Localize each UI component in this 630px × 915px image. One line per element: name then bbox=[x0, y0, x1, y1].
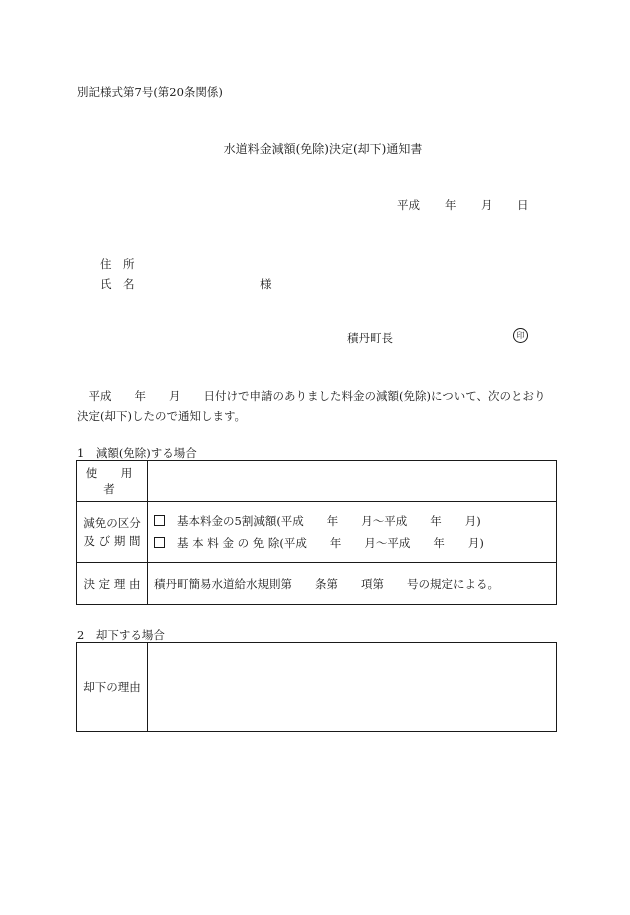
checkbox-full-exemption[interactable] bbox=[154, 537, 165, 548]
option-half-reduction[interactable] bbox=[154, 510, 550, 532]
name-row bbox=[100, 276, 272, 292]
rejection-reason-label: 却下の理由 bbox=[77, 643, 148, 732]
issuer-title: 積丹町長 bbox=[347, 331, 393, 345]
rejection-row bbox=[77, 643, 557, 732]
user-label bbox=[77, 461, 156, 502]
section1-heading: 1 減額(免除)する場合 bbox=[77, 446, 197, 460]
seal-stamp: 印 bbox=[513, 328, 528, 343]
date-year: 年 bbox=[445, 198, 457, 212]
category-label-line1: 減免の区分 bbox=[83, 516, 141, 530]
document-title: 水道料金減額(免除)決定(却下)通知書 bbox=[223, 142, 423, 156]
notice-body: 平成 年 月 日付けで申請のありました料金の減額(免除)について、次のとおり決定(却下)したので通知します。 bbox=[77, 389, 546, 423]
name-label: 氏 名 bbox=[100, 277, 135, 291]
option-full-exemption[interactable] bbox=[154, 532, 550, 554]
category-options-cell bbox=[148, 502, 557, 563]
date-month: 月 bbox=[481, 198, 493, 212]
decision-reason-row bbox=[77, 563, 557, 605]
address-row bbox=[100, 256, 154, 272]
date-era: 平成 bbox=[397, 198, 420, 212]
checkbox-half-reduction[interactable] bbox=[154, 515, 165, 526]
category-label-line2: 及 び 期 間 bbox=[83, 534, 141, 548]
option-full-exemption-label: 基 本 料 金 の 免 除(平成 年 月～平成 年 月) bbox=[177, 536, 484, 550]
date-day: 日 bbox=[517, 198, 529, 212]
user-label-text: 使 用 者 bbox=[85, 466, 156, 496]
category-row bbox=[77, 502, 557, 563]
rejection-table bbox=[76, 642, 557, 732]
user-row bbox=[77, 461, 557, 502]
reduction-table bbox=[76, 460, 557, 605]
user-value-cell[interactable] bbox=[148, 461, 557, 502]
form-reference: 別記様式第7号(第20条関係) bbox=[77, 85, 223, 99]
date-line bbox=[397, 197, 529, 213]
honorific: 様 bbox=[260, 277, 272, 291]
decision-reason-value: 積丹町簡易水道給水規則第 条第 項第 号の規定による。 bbox=[148, 563, 557, 605]
decision-reason-label: 決 定 理 由 bbox=[77, 563, 148, 605]
category-label bbox=[77, 502, 148, 563]
section2-heading: 2 却下する場合 bbox=[77, 628, 165, 642]
option-half-reduction-label: 基本料金の5割減額(平成 年 月～平成 年 月) bbox=[177, 514, 481, 528]
address-label: 住 所 bbox=[100, 257, 135, 271]
rejection-reason-value[interactable] bbox=[148, 643, 557, 732]
